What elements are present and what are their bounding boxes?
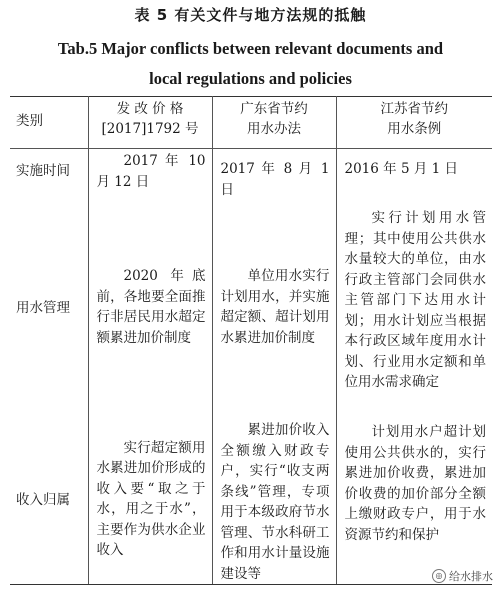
table-row (10, 412, 492, 585)
row-cell-col2: 2017 年 8 月 1 日 (212, 149, 336, 201)
conflicts-table (10, 96, 492, 585)
table-title-en-line2: local regulations and policies (149, 69, 352, 88)
row-cell-col3: 2016 年 5 月 1 日 (336, 149, 492, 201)
header-col3 (336, 97, 492, 149)
header-category: 类别 (16, 113, 43, 129)
wechat-icon: ◎ (432, 569, 446, 583)
header-col2 (212, 97, 336, 149)
header-col1 (88, 97, 212, 149)
header-col2-line2: 用水办法 (247, 121, 301, 137)
header-col3-line1: 江苏省节约 (380, 101, 448, 117)
row-category: 收入归属 (10, 412, 88, 585)
row-category: 实施时间 (10, 149, 88, 201)
row-cell-col1: 2017 年 10 月 12 日 (88, 149, 212, 201)
table-row (10, 200, 492, 412)
row-cell-col2: 累进加价收入全额缴入财政专户，实行“收支两条线”管理，专项用于本级政府节水管理、节水科研工作和用水计量设施建设等 (212, 412, 336, 585)
row-cell-col1: 实行超定额用水累进加价形成的收入要“取之于水，用之于水”，主要作为供水企业收入 (88, 412, 212, 585)
table-header-row (10, 97, 492, 149)
row-cell-col3: 实行计划用水管理；其中使用公共供水水量较大的单位，由水行政主管部门会同供水主管部门下达用水计划；用水计划应当根据本行政区域年度用水计划、行业用水定额和单位用水需求确定 (336, 200, 492, 412)
table-row (10, 149, 492, 201)
row-category: 用水管理 (16, 300, 70, 316)
watermark-text: 给水排水 (449, 570, 493, 583)
row-cell-col3: 计划用水户超计划使用公共供水的，实行累进加价收费，累进加价收费的加价部分全额上缴财政专户，用于水资源节约和保护 (336, 412, 492, 585)
table-title-en-line1: Tab.5 Major conflicts between relevant documents and (57, 39, 444, 58)
table-title-en (0, 34, 501, 94)
header-col1-line1: 发 改 价 格 (116, 101, 184, 117)
table-title-cn: 表 5 有关文件与地方法规的抵触 (134, 6, 367, 24)
watermark (432, 568, 493, 584)
header-col3-line2: 用水条例 (387, 121, 442, 137)
header-col1-line2: [2017]1792 号 (101, 121, 199, 137)
row-cell-col1: 2020 年底前，各地要全面推行非居民用水超定额累进加价制度 (88, 200, 212, 412)
header-col2-line1: 广东省节约 (240, 101, 308, 117)
row-cell-col2: 单位用水实行计划用水，并实施超定额、超计划用水累进加价制度 (212, 200, 336, 412)
